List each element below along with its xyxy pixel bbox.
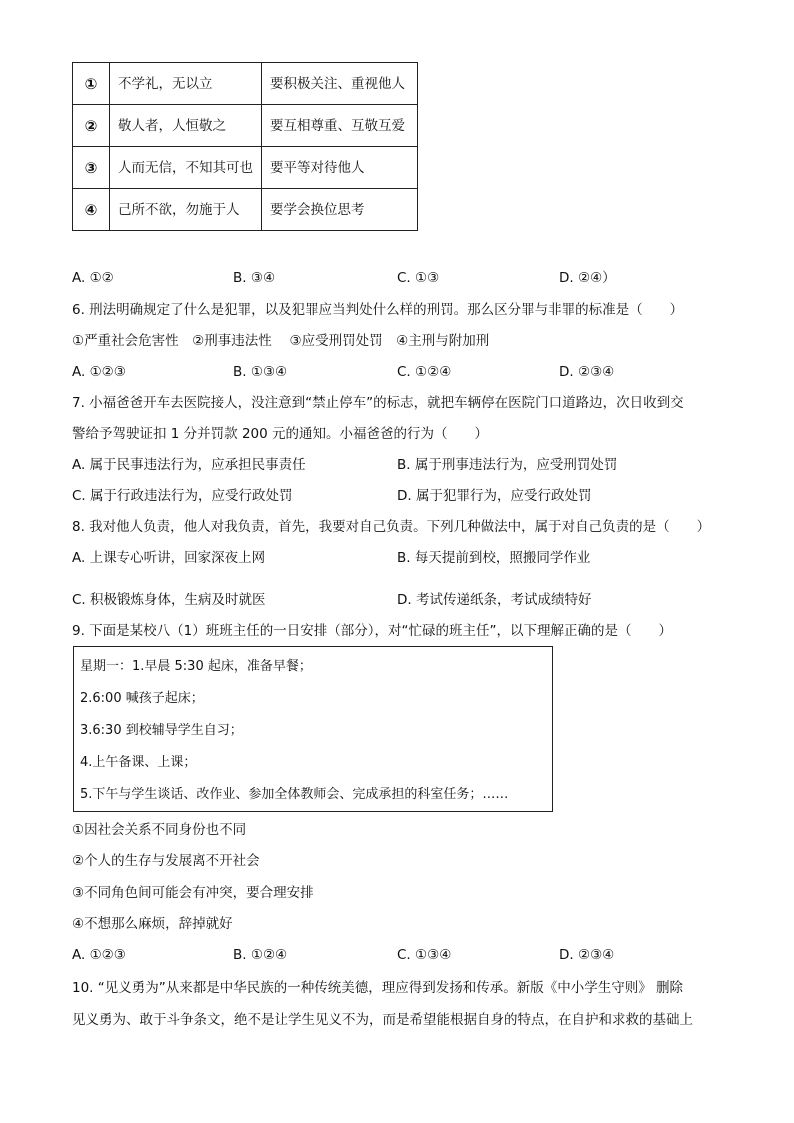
q9-item: ③不同角色间可能会有冲突，要合理安排: [72, 885, 314, 901]
idiom-table: [72, 62, 418, 231]
q9-option-a[interactable]: A. ①②③: [72, 947, 126, 963]
meaning-cell: 要积极关注、重视他人: [262, 63, 418, 105]
q7-stem-line2: 警给予驾驶证扣 1 分并罚款 200 元的通知。小福爸爸的行为（ ）: [72, 426, 489, 442]
q9-option-d[interactable]: D. ②③④: [559, 947, 615, 963]
schedule-line: 4.上午备课、上课；: [80, 755, 197, 770]
q6-items: ①严重社会危害性 ②刑事违法性 ③应受刑罚处罚 ④主刑与附加刑: [72, 333, 490, 349]
schedule-box: [73, 646, 553, 812]
q6-option-b[interactable]: B. ①③④: [233, 364, 288, 380]
q10-line1: 10. “见义勇为”从来都是中华民族的一种传统美德，理应得到发扬和传承。新版《中小学生守则》 删除: [72, 980, 684, 996]
q5-option-a[interactable]: A. ①②: [72, 270, 114, 286]
q8-option-d[interactable]: D. 考试传递纸条，考试成绩特好: [397, 592, 592, 608]
q6-option-d[interactable]: D. ②③④: [559, 364, 615, 380]
q6-stem: 6. 刑法明确规定了什么是犯罪，以及犯罪应当判处什么样的刑罚。那么区分罪与非罪的标准是（ ）: [72, 302, 684, 318]
table-row: [73, 63, 418, 105]
q7-option-b[interactable]: B. 属于刑事违法行为，应受刑罚处罚: [397, 457, 618, 473]
q5-option-b[interactable]: B. ③④: [233, 270, 276, 286]
saying-cell: 敬人者，人恒敬之: [110, 105, 262, 147]
row-number: ③: [73, 147, 110, 189]
q9-item: ④不想那么麻烦，辞掉就好: [72, 916, 233, 932]
saying-cell: 己所不欲，勿施于人: [110, 189, 262, 231]
q5-option-d[interactable]: D. ②④）: [559, 270, 616, 286]
q9-option-c[interactable]: C. ①③④: [397, 947, 452, 963]
q5-option-c[interactable]: C. ①③: [397, 270, 440, 286]
meaning-cell: 要互相尊重、互敬互爱: [262, 105, 418, 147]
meaning-cell: 要学会换位思考: [262, 189, 418, 231]
q7-option-a[interactable]: A. 属于民事违法行为，应承担民事责任: [72, 457, 306, 473]
schedule-line: 3.6:30 到校辅导学生自习；: [80, 723, 243, 738]
table-row: [73, 189, 418, 231]
q6-option-c[interactable]: C. ①②④: [397, 364, 452, 380]
schedule-line: 星期一：1.早晨 5:30 起床，准备早餐；: [80, 659, 312, 674]
q8-option-b[interactable]: B. 每天提前到校，照搬同学作业: [397, 550, 591, 566]
row-number: ②: [73, 105, 110, 147]
q9-stem: 9. 下面是某校八（1）班班主任的一日安排（部分），对“忙碌的班主任”，以下理解正确的是（ ）: [72, 623, 672, 639]
saying-cell: 人而无信，不知其可也: [110, 147, 262, 189]
q7-option-d[interactable]: D. 属于犯罪行为，应受行政处罚: [397, 488, 592, 504]
q7-stem-line1: 7. 小福爸爸开车去医院接人，没注意到“禁止停车”的标志，就把车辆停在医院门口道路边，次日收到交: [72, 395, 684, 411]
table-row: [73, 105, 418, 147]
row-number: ①: [73, 63, 110, 105]
q10-line2: 见义勇为、敢于斗争条文，绝不是让学生见义不为，而是希望能根据自身的特点，在自护和求救的基础上: [72, 1012, 693, 1028]
q8-option-c[interactable]: C. 积极锻炼身体，生病及时就医: [72, 592, 266, 608]
q8-option-a[interactable]: A. 上课专心听讲，回家深夜上网: [72, 550, 266, 566]
schedule-line: 2.6:00 喊孩子起床；: [80, 691, 204, 706]
schedule-line: 5.下午与学生谈话、改作业、参加全体教师会、完成承担的科室任务；……: [80, 787, 509, 802]
q9-item: ②个人的生存与发展离不开社会: [72, 853, 260, 869]
saying-cell: 不学礼，无以立: [110, 63, 262, 105]
q8-stem: 8. 我对他人负责，他人对我负责，首先，我要对自己负责。下列几种做法中，属于对自己负责的是（ ）: [72, 519, 711, 535]
q9-item: ①因社会关系不同身份也不同: [72, 822, 247, 838]
meaning-cell: 要平等对待他人: [262, 147, 418, 189]
q7-option-c[interactable]: C. 属于行政违法行为，应受行政处罚: [72, 488, 293, 504]
table-row: [73, 147, 418, 189]
q6-option-a[interactable]: A. ①②③: [72, 364, 126, 380]
q9-option-b[interactable]: B. ①②④: [233, 947, 288, 963]
row-number: ④: [73, 189, 110, 231]
